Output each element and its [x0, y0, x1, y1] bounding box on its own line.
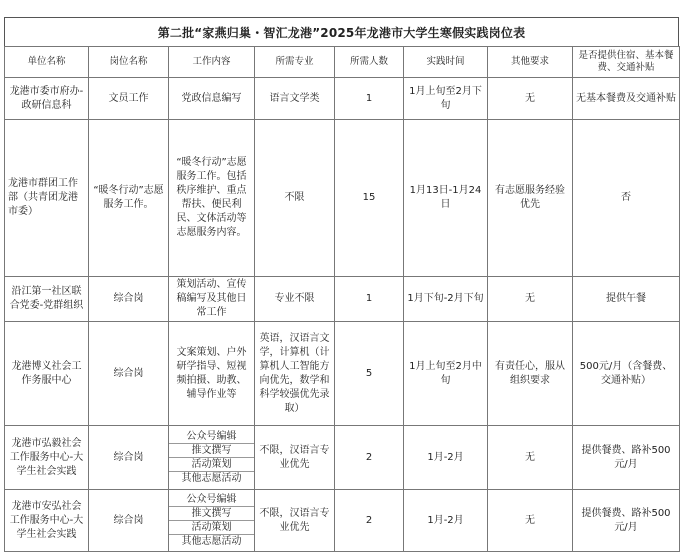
content-item: 推文撰写 [169, 444, 255, 458]
table-row [5, 277, 680, 322]
cell-content: “暖冬行动”志愿服务工作。包括秩序维护、重点帮扶、便民利民、文体活动等志愿服务内容。 [169, 120, 255, 277]
header-unit: 单位名称 [5, 47, 89, 78]
cell-major: 不限 [255, 120, 335, 277]
cell-position: 综合岗 [89, 277, 169, 322]
cell-unit: 龙港市群团工作部（共青团龙港市委） [5, 120, 89, 277]
cell-benefit: 无基本餐费及交通补贴 [573, 78, 680, 120]
table-row [5, 426, 680, 490]
cell-other: 无 [488, 490, 573, 552]
cell-unit: 沿江第一社区联合党委-党群组织 [5, 277, 89, 322]
content-item: 公众号编辑 [169, 430, 255, 444]
content-item: 公众号编辑 [169, 493, 255, 507]
content-item: 其他志愿活动 [181, 473, 242, 484]
cell-position: 综合岗 [89, 426, 169, 490]
cell-time: 1月下旬-2月下旬 [404, 277, 488, 322]
cell-count: 2 [335, 426, 404, 490]
cell-time: 1月-2月 [404, 490, 488, 552]
cell-content: 文案策划、户外研学指导、短视频拍摄、助教、辅导作业等 [169, 322, 255, 426]
cell-count: 1 [335, 78, 404, 120]
header-benefit: 是否提供住宿、基本餐费、交通补贴 [573, 47, 680, 78]
table-row [5, 322, 680, 426]
cell-count: 5 [335, 322, 404, 426]
cell-benefit: 提供餐费、路补500元/月 [573, 426, 680, 490]
content-item: 活动策划 [169, 458, 255, 472]
header-content: 工作内容 [169, 47, 255, 78]
cell-other: 无 [488, 426, 573, 490]
cell-unit: 龙港市安弘社会工作服务中心-大学生社会实践 [5, 490, 89, 552]
table-row [5, 490, 680, 552]
cell-major: 不限，汉语言专业优先 [255, 426, 335, 490]
cell-time: 1月上旬至2月下旬 [404, 78, 488, 120]
cell-major: 专业不限 [255, 277, 335, 322]
cell-count: 15 [335, 120, 404, 277]
cell-content: 策划活动、宣传稿编写及其他日常工作 [169, 277, 255, 322]
cell-time: 1月13日-1月24日 [404, 120, 488, 277]
cell-position: 文员工作 [89, 78, 169, 120]
cell-major: 不限，汉语言专业优先 [255, 490, 335, 552]
cell-unit: 龙港博义社会工作务服中心 [5, 322, 89, 426]
cell-position: 综合岗 [89, 322, 169, 426]
cell-benefit: 500元/月（含餐费、交通补贴） [573, 322, 680, 426]
cell-time: 1月-2月 [404, 426, 488, 490]
content-item: 推文撰写 [169, 507, 255, 521]
header-major: 所需专业 [255, 47, 335, 78]
cell-count: 1 [335, 277, 404, 322]
header-other: 其他要求 [488, 47, 573, 78]
header-position: 岗位名称 [89, 47, 169, 78]
cell-other: 有责任心，服从组织要求 [488, 322, 573, 426]
cell-benefit: 提供餐费、路补500元/月 [573, 490, 680, 552]
table-row [5, 120, 680, 277]
header-time: 实践时间 [404, 47, 488, 78]
content-item: 其他志愿活动 [181, 536, 242, 547]
cell-benefit: 否 [573, 120, 680, 277]
cell-unit: 龙港市委市府办-政研信息科 [5, 78, 89, 120]
cell-count: 2 [335, 490, 404, 552]
cell-major: 语言文学类 [255, 78, 335, 120]
header-count: 所需人数 [335, 47, 404, 78]
cell-other: 无 [488, 78, 573, 120]
cell-major: 英语，汉语言文学，计算机（计算机人工智能方向优先，数学和科学较强优先录取） [255, 322, 335, 426]
cell-time: 1月上旬至2月中旬 [404, 322, 488, 426]
content-item: 活动策划 [169, 521, 255, 535]
cell-unit: 龙港市弘毅社会工作服务中心-大学生社会实践 [5, 426, 89, 490]
cell-content-list [169, 490, 255, 552]
page-title: 第二批“家燕归巢・智汇龙港”2025年龙港市大学生寒假实践岗位表 [4, 17, 679, 47]
cell-content: 党政信息编写 [169, 78, 255, 120]
table-header-row [5, 47, 680, 78]
positions-table [4, 46, 680, 552]
cell-benefit: 提供午餐 [573, 277, 680, 322]
cell-position: “暖冬行动”志愿服务工作。 [89, 120, 169, 277]
cell-other: 有志愿服务经验优先 [488, 120, 573, 277]
cell-content-list [169, 426, 255, 490]
cell-position: 综合岗 [89, 490, 169, 552]
cell-other: 无 [488, 277, 573, 322]
table-row [5, 78, 680, 120]
